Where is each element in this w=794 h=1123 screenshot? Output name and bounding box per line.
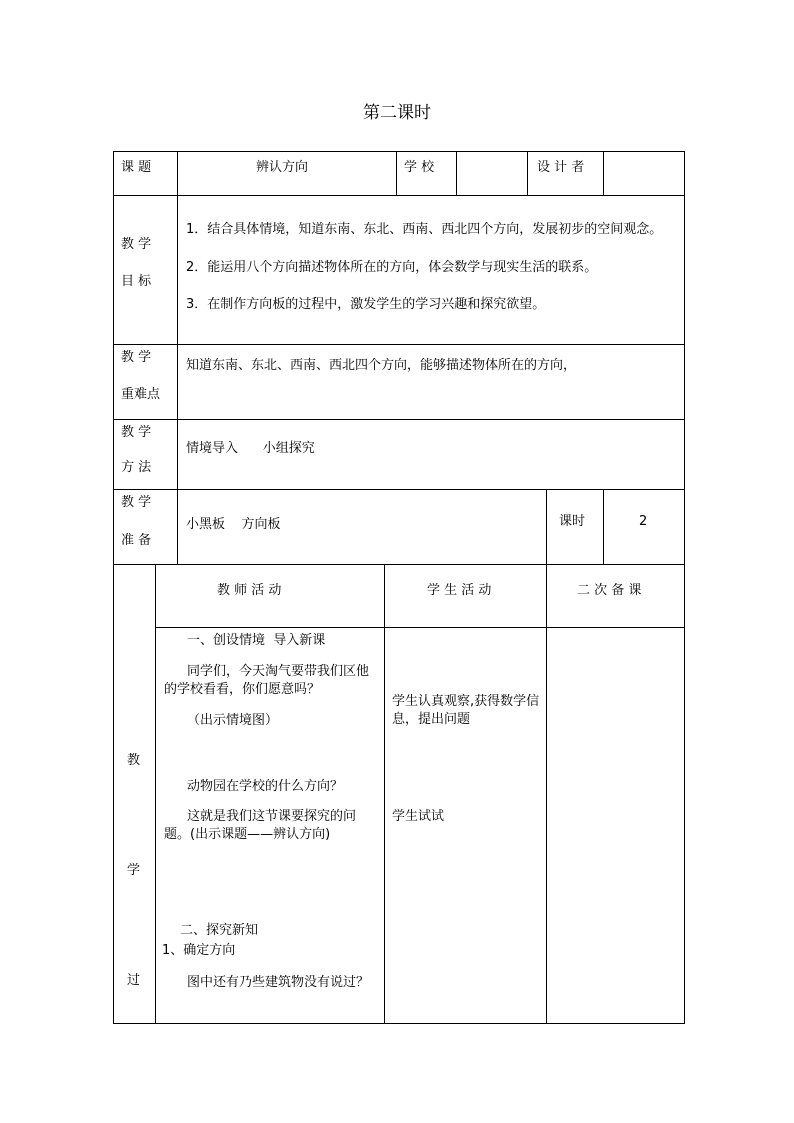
methods-label-line1: 教 学 [121, 425, 152, 440]
designer-label: 设 计 者 [537, 160, 585, 175]
key-points-label-line1: 教 学 [121, 350, 152, 365]
teacher-section2-heading: 二、探究新知 [180, 923, 259, 938]
methods-value: 情境导入 小组探究 [186, 441, 315, 456]
key-points-value: 知道东南、东北、西南、西北四个方向，能够描述物体所在的方向， [186, 358, 577, 373]
process-side-char-1: 教 [127, 753, 141, 768]
methods-label-line2: 方 法 [121, 460, 152, 475]
preparation-label-line2: 准 备 [121, 533, 152, 548]
objectives-label-line2: 目 标 [121, 274, 152, 289]
teacher-section1-paragraph2: （出示情境图） [187, 713, 279, 728]
teacher-section1-paragraph3: 动物园在学校的什么方向？ [187, 779, 344, 794]
key-points-label-line2: 重难点 [121, 387, 161, 402]
preparation-label-line1: 教 学 [121, 495, 152, 510]
topic-label: 课 题 [121, 160, 152, 175]
second-prep-header: 二 次 备 课 [577, 583, 642, 598]
student-activity-2: 学生试试 [392, 809, 445, 824]
period-value: 2 [639, 514, 648, 529]
teacher-section1-heading: 一、创设情境 导入新课 [187, 633, 326, 648]
period-label: 课时 [559, 514, 586, 529]
objective-item-1: 1．结合具体情境，知道东南、东北、西南、西北四个方向，发展初步的空间观念。 [186, 222, 663, 237]
student-activity-header: 学 生 活 动 [427, 583, 492, 598]
objective-item-2: 2．能运用八个方向描述物体所在的方向，体会数学与现实生活的联系。 [186, 260, 598, 275]
school-label: 学 校 [404, 160, 435, 175]
process-side-char-3: 过 [127, 973, 141, 988]
preparation-value: 小黑板 方向板 [186, 517, 281, 532]
page-title: 第二课时 [363, 103, 431, 123]
process-side-char-2: 学 [127, 863, 141, 878]
student-activity-1: 学生认真观察,获得数学信息，提出问题 [392, 694, 540, 727]
teacher-section1-paragraph1: 同学们，今天淘气要带我们区他的学校看看，你们愿意吗？ [164, 664, 370, 697]
teacher-activity-header: 教 师 活 动 [217, 583, 282, 598]
teacher-section2-paragraph1: 图中还有乃些建筑物没有说过？ [187, 975, 370, 990]
teacher-section2-subheading: 1、确定方向 [162, 943, 236, 958]
objectives-label-line1: 教 学 [121, 237, 152, 252]
teacher-section1-paragraph4: 这就是我们这节课要探究的问题。(出示课题——辨认方向) [164, 809, 357, 842]
objective-item-3: 3．在制作方向板的过程中，激发学生的学习兴趣和探究欲望。 [186, 297, 546, 312]
topic-value: 辨认方向 [256, 160, 309, 175]
